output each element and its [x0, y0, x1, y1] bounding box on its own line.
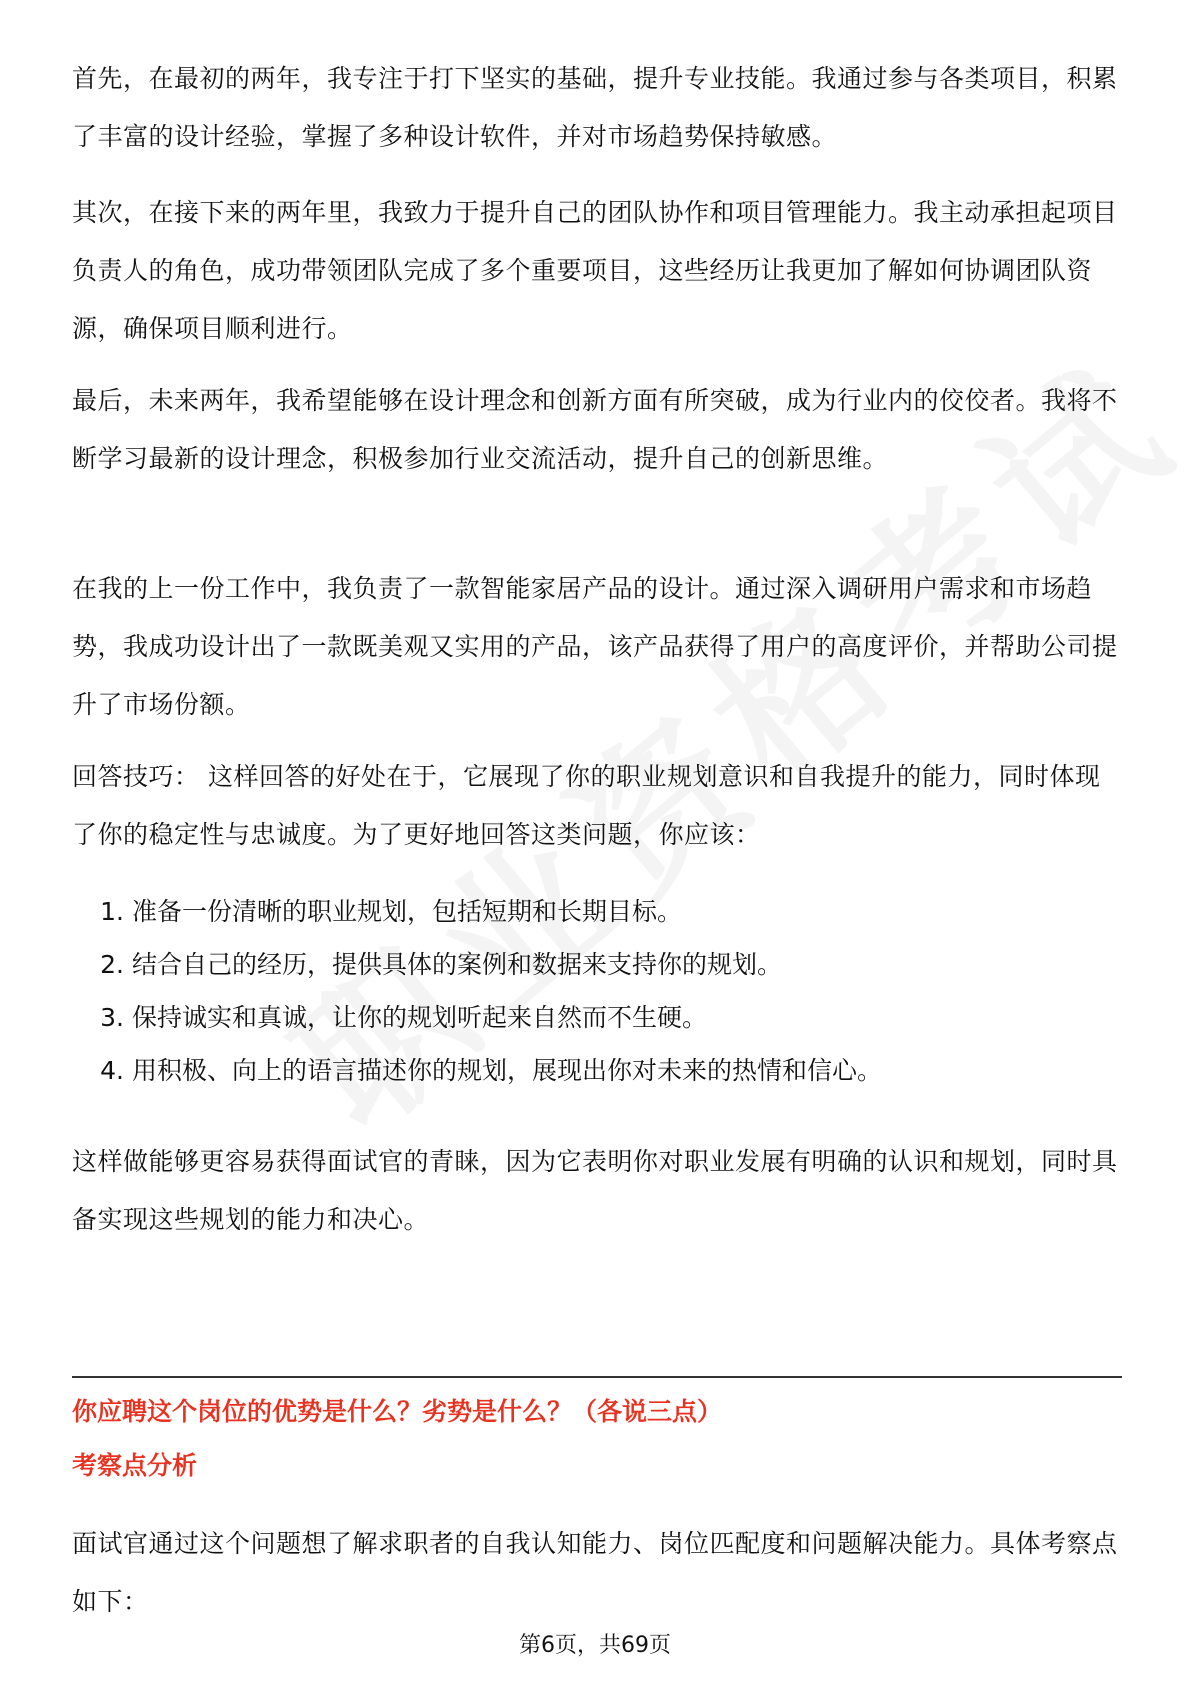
list-item: 3. 保持诚实和真诚，让你的规划听起来自然而不生硬。 — [100, 1003, 708, 1032]
paragraph-first-two-years: 首先，在最初的两年，我专注于打下坚实的基础，提升专业技能。我通过参与各类项目，积累了丰富的设计经验，掌握了多种设计软件，并对市场趋势保持敏感。 — [72, 64, 1118, 151]
paragraph-next-two-years: 其次，在接下来的两年里，我致力于提升自己的团队协作和项目管理能力。我主动承担起项目负责人的角色，成功带领团队完成了多个重要项目，这些经历让我更加了解如何协调团队资源，确保项目顺利进行。 — [72, 198, 1118, 343]
list-item: 4. 用积极、向上的语言描述你的规划，展现出你对未来的热情和信心。 — [100, 1056, 883, 1085]
paragraph-answer-tips: 回答技巧： 这样回答的好处在于，它展现了你的职业规划意识和自我提升的能力，同时体现了你的稳定性与忠诚度。为了更好地回答这类问题，你应该： — [72, 762, 1101, 849]
question-heading: 你应聘这个岗位的优势是什么？劣势是什么？（各说三点） — [72, 1397, 723, 1426]
paragraph-analysis: 面试官通过这个问题想了解求职者的自我认知能力、岗位匹配度和问题解决能力。具体考察点如下： — [72, 1529, 1118, 1616]
section-divider — [72, 1376, 1122, 1378]
paragraph-previous-job: 在我的上一份工作中，我负责了一款智能家居产品的设计。通过深入调研用户需求和市场趋势，我成功设计出了一款既美观又实用的产品，该产品获得了用户的高度评价，并帮助公司提升了市场份额。 — [72, 574, 1118, 719]
list-item: 2. 结合自己的经历，提供具体的案例和数据来支持你的规划。 — [100, 950, 783, 979]
paragraph-closing: 这样做能够更容易获得面试官的青睐，因为它表明你对职业发展有明确的认识和规划，同时具备实现这些规划的能力和决心。 — [72, 1147, 1118, 1234]
list-item: 1. 准备一份清晰的职业规划，包括短期和长期目标。 — [100, 897, 683, 926]
paragraph-future-two-years: 最后，未来两年，我希望能够在设计理念和创新方面有所突破，成为行业内的佼佼者。我将不断学习最新的设计理念，积极参加行业交流活动，提升自己的创新思维。 — [72, 386, 1118, 473]
page-number: 第6页，共69页 — [519, 1633, 671, 1658]
analysis-heading: 考察点分析 — [72, 1451, 198, 1480]
